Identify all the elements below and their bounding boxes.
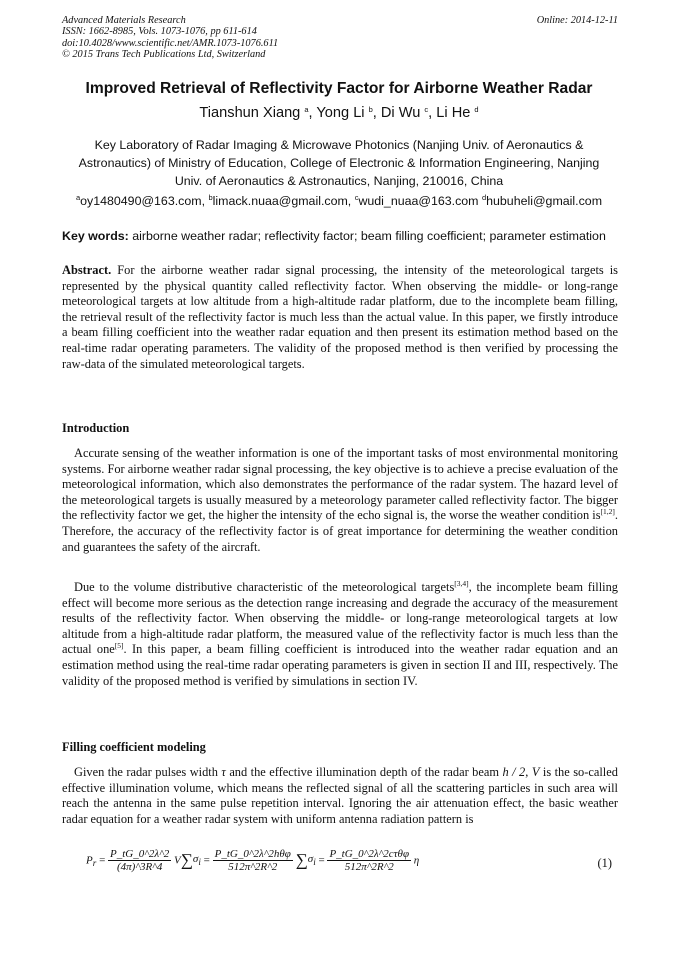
author-name: Li He (436, 105, 475, 121)
author-name: Yong Li (316, 105, 369, 121)
copyright-line: © 2015 Trans Tech Publications Ltd, Switzerland (62, 49, 266, 61)
author-name: Di Wu (380, 105, 425, 121)
keywords-label: Key words: (62, 229, 129, 243)
radar-equation: $P_r$ = $\frac{P\_tG\_0\^{}2\lambda\^{}2}{(4\pi)\^{}3R\^{}4}$ $V\sum\sigma_i$ = $\frac{\text{P\_tG\_0\textasciicircum{}2λ\textasciicircum{}2hθφ}}{512\pi\^{}2R\^{}2}$ $\sum\sigma_i$ = $\frac{\text{P\_tG\_0\textasciicircum{}2λ\textasciicircum{}2cτθφ}}{512\pi\^{}2R\^{}2}$ η (1) (86, 848, 612, 873)
email-mark: d (481, 193, 487, 202)
author-name: Tianshun Xiang (199, 105, 305, 121)
equation-fraction: $\frac{\text{P\_tG\_0\textasciicircum{}2λ\textasciicircum{}2hθφ}}{512\pi\^{}2R\^{}2}$ (214, 848, 291, 873)
section-heading-introduction: Introduction (62, 421, 130, 435)
citation[interactable]: [5] (114, 641, 124, 651)
author-list: Tianshun Xiang $^a$, Yong Li $^b$, Di Wu $^c$, Li He $^d$ (199, 105, 479, 121)
journal-name: Advanced Materials Research (62, 15, 186, 26)
email-link[interactable]: wudi_nuaa@163.com (358, 194, 479, 208)
filling-paragraph: Given the radar pulses width τ and the effective illumination depth of the radar beam h / 2, V is the so-called effective illumination volume, which means the reflected signal of all the scattering particles in such area will reach the antenna in the same pulse repetition interval. Ignoring the air attenuation effect, the basic weather radar equation for a weather radar system with uniform antenna radiation pattern is (62, 765, 618, 826)
equation-fraction: $\frac{\text{P\_tG\_0\textasciicircum{}2λ\textasciicircum{}2cτθφ}}{512\pi\^{}2R\^{}2}$ (329, 848, 410, 873)
online-date: Online: 2014-12-11 (536, 15, 618, 26)
abstract (62, 263, 618, 372)
equation-number: (1) (597, 856, 612, 870)
affiliation: Key Laboratory of Radar Imaging & Microwave Photonics (Nanjing Univ. of Aeronautics & Astronautics) of Ministry of Education, College of Electronic & Information Engineering, Nanjing Univ. of Aeronautics & Astronautics, Nanjing, 210016, China (78, 138, 600, 189)
email-mark: c (354, 193, 359, 202)
keywords-text: airborne weather radar; reflectivity factor; beam filling coefficient; parameter estimation (132, 229, 606, 243)
author-mark: b (368, 105, 373, 114)
doi-line: doi:10.4028/www.scientific.net/AMR.1073-1076.611 (62, 37, 279, 49)
email-link[interactable]: limack.nuaa@gmail.com, (212, 194, 352, 208)
citation[interactable]: [1,2] (600, 507, 615, 517)
issn-line: ISSN: 1662-8985, Vols. 1073-1076, pp 611-614 (62, 26, 257, 38)
email-mark: b (208, 193, 213, 202)
email-mark: a (75, 193, 81, 202)
publication-header (62, 15, 618, 61)
abstract-label: Abstract. (62, 263, 112, 277)
section-heading-filling: Filling coefficient modeling (62, 740, 206, 754)
author-mark: d (474, 105, 479, 114)
keywords (62, 229, 618, 243)
intro-paragraph: Due to the volume distributive characteristic of the meteorological targets[3,4], the incomplete beam filling effect will become more serious as the detection range increasing and degrade the accuracy of the measurement results of the reflectivity factor. When observing the middle- or long-range meteorological targets at low altitude from a high-altitude radar platform, the measured value of the reflectivity factor is much less than the actual one[5]. In this paper, a beam filling coefficient is introduced into the weather radar equation and an estimation method using the real-time radar operating parameters is given in section II and III, respectively. The validity of the proposed method is verified by simulations in section IV. (62, 579, 618, 688)
author-emails (40, 194, 638, 208)
email-link[interactable]: hubuheli@gmail.com (486, 194, 603, 208)
equation-fraction: $\frac{P\_tG\_0\^{}2\lambda\^{}2}{(4\pi)\^{}3R\^{}4}$ (110, 848, 170, 873)
citation[interactable]: [3,4] (454, 579, 469, 588)
intro-paragraph: Accurate sensing of the weather information is one of the important tasks of most environmental monitoring systems. For airborne weather radar signal processing, the key objective is to achieve a precise evaluation of the meteorological information, which also demonstrates the performance of the radar system. The hazard level of the meteorological targets is usually measured by a meteorology parameter called reflectivity factor. The bigger the reflectivity factor we get, the higher the intensity of the echo signal is, the worse the weather condition is[1,2]. Therefore, the accuracy of the reflectivity factor is of great importance for determining the weather condition and guarantees the safety of the aircraft. (62, 446, 618, 554)
author-mark: a (304, 105, 309, 114)
paper-title: Improved Retrieval of Reflectivity Factor for Airborne Weather Radar (85, 80, 593, 97)
author-mark: c (424, 105, 429, 114)
abstract-text: For the airborne weather radar signal processing, the intensity of the meteorological targets is represented by the physical quantity called reflectivity factor. When observing the middle- or long-range meteorological targets at low altitude from a high-altitude radar platform, due to the incomplete beam filling, the retrieval result of the reflectivity factor is much less than the actual value. In this paper, we firstly introduce a beam filling coefficient into the weather radar equation and then present its estimation method based on the real-time radar operating parameters. The validity of the proposed method is then verified by processing the raw-data of the simulated meteorological targets. (62, 263, 618, 371)
email-link[interactable]: oy1480490@163.com, (80, 194, 206, 208)
